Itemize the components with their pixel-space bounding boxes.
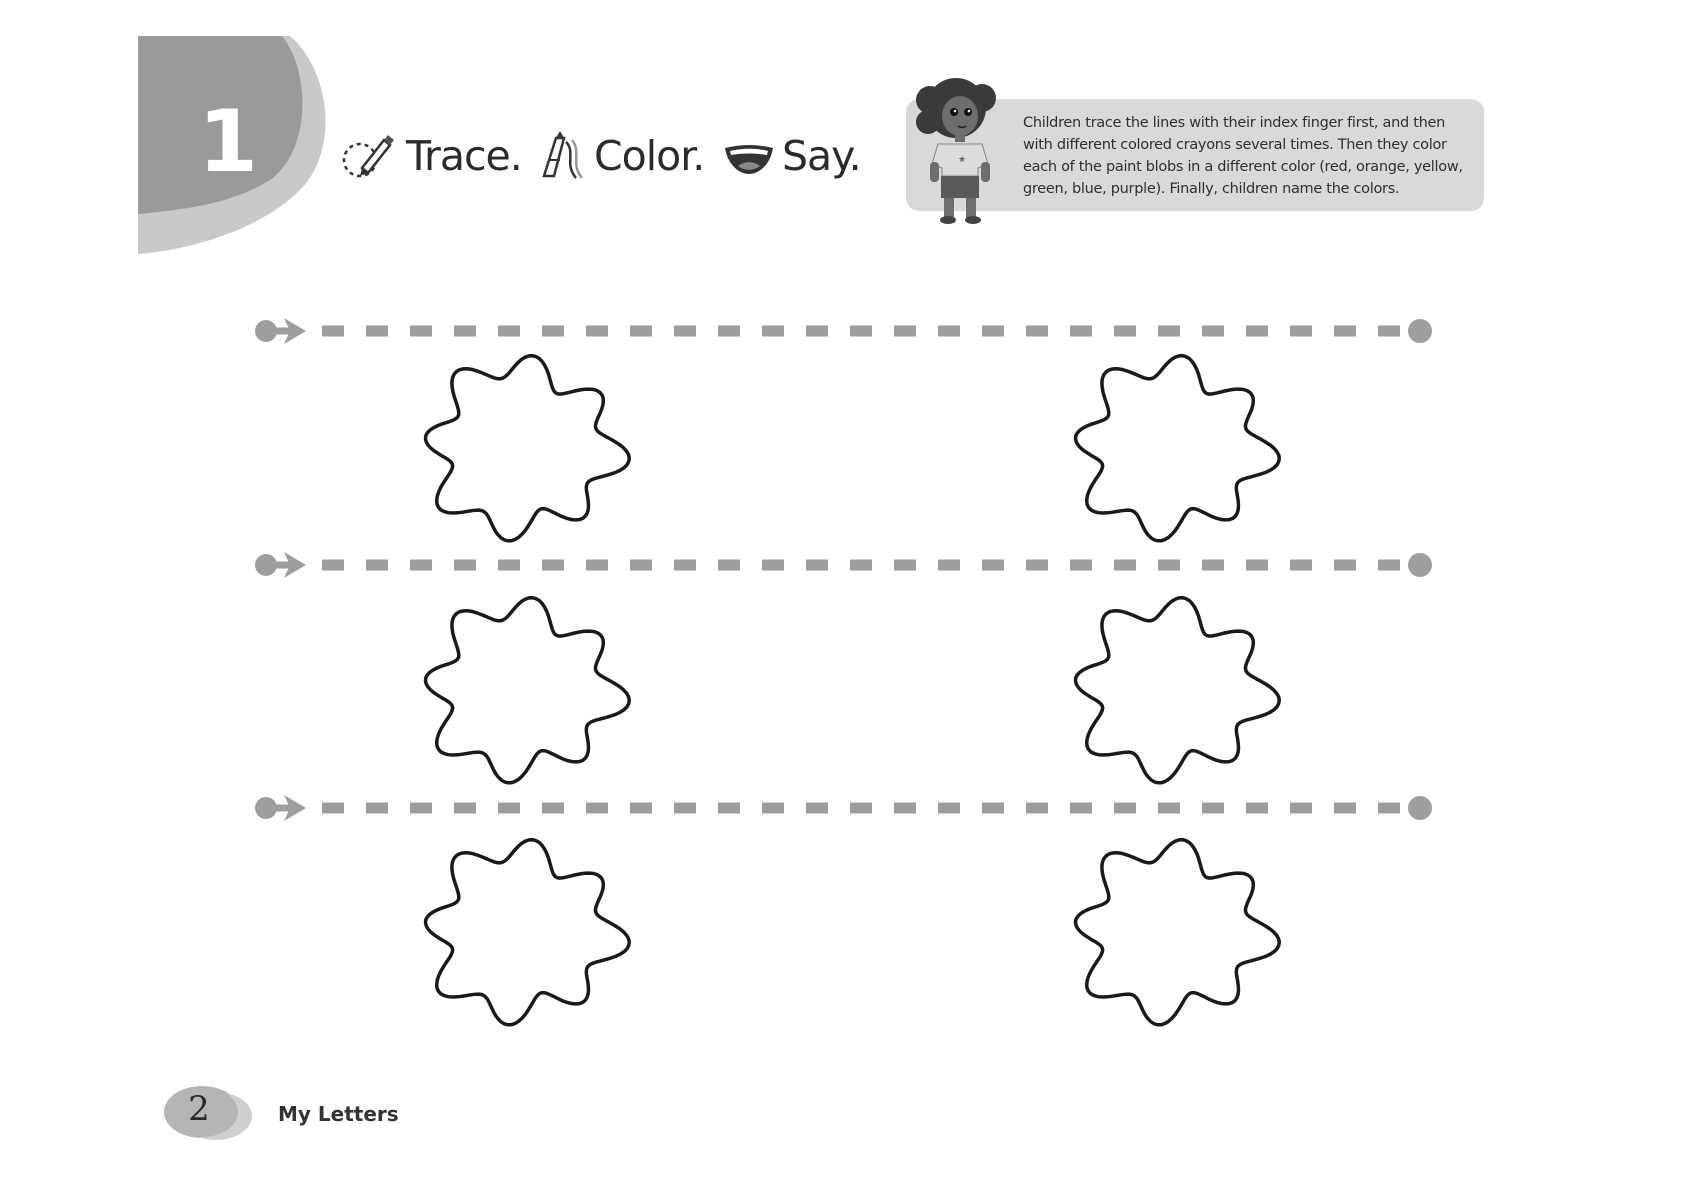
trace-end-dot [1408,796,1432,820]
trace-line[interactable] [255,318,1432,344]
activity-number: 1 [198,92,258,192]
trace-start-dot [255,554,277,576]
paint-blob[interactable] [1076,840,1280,1025]
trace-instruction: Trace. [406,132,522,180]
book-title: My Letters [278,1102,399,1126]
paint-blob[interactable] [1076,598,1280,783]
paint-blob[interactable] [426,840,630,1025]
trace-end-dot [1408,553,1432,577]
color-instruction: Color. [594,132,705,180]
trace-line[interactable] [255,795,1432,821]
trace-line[interactable] [255,552,1432,578]
trace-end-dot [1408,319,1432,343]
teacher-note-text: Children trace the lines with their index finger first, and then with different colored crayons several times. Then they color each of the paint blobs in a different color (red, orange, yellow, green, blue, purple). Finally, children name the colors. [1023,115,1463,197]
paint-blob[interactable] [1076,356,1280,541]
paint-blob[interactable] [426,356,630,541]
page-number: 2 [188,1089,210,1129]
svg-text:★: ★ [958,155,967,165]
paint-blob[interactable] [426,598,630,783]
trace-start-dot [255,320,277,342]
say-instruction: Say. [782,132,861,180]
trace-start-dot [255,797,277,819]
